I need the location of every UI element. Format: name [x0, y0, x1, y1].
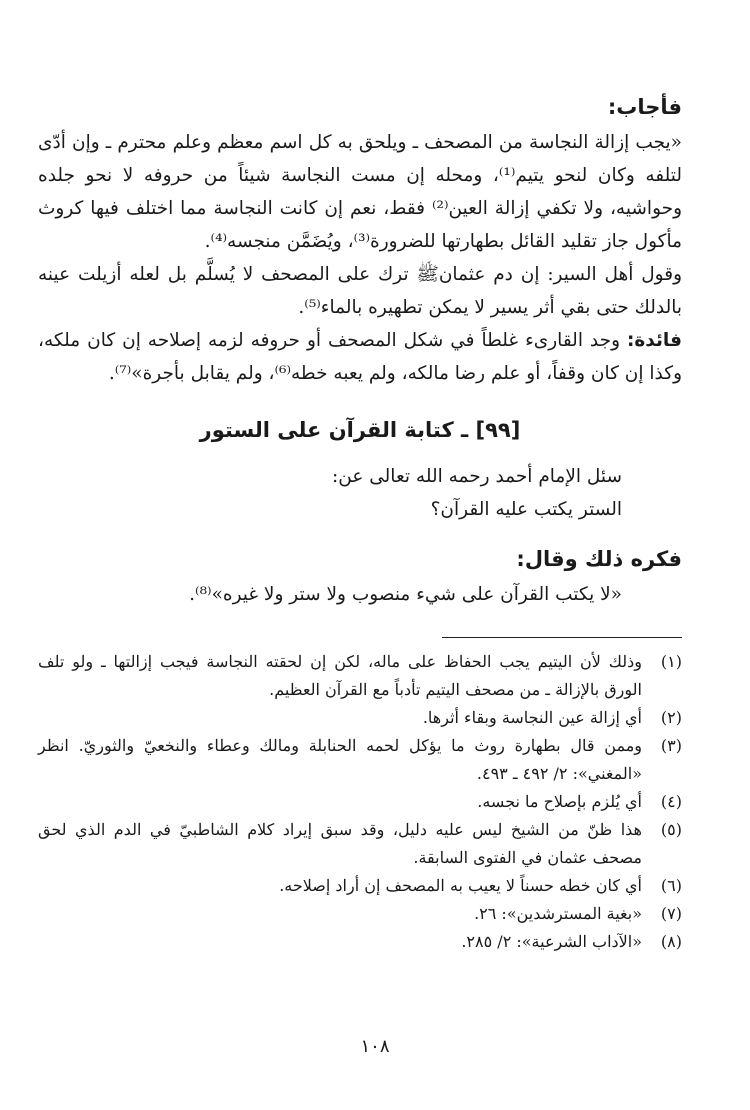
footnote-number: (١) [660, 652, 682, 671]
footnote-number: (٢) [660, 708, 682, 727]
footnote-text: وممن قال بطهارة روث ما يؤكل لحمه الحنابلة ومالك وعطاء والنخعيّ والثوريّ. انظر «المغني»: ٢/ ٤٩٢ ـ ٤٩٣. [38, 736, 642, 783]
paragraph-benefit [38, 324, 682, 390]
footnote-item [38, 648, 682, 704]
footnote-divider [442, 637, 682, 638]
footnote-item [38, 788, 682, 816]
footnote-text: وذلك لأن اليتيم يجب الحفاظ على ماله، لكن إن لحقته النجاسة فيجب إزالتها ـ ولو تلف الورق بالإزالة ـ من مصحف اليتيم تأدباً مع القرآن العظيم. [38, 652, 642, 699]
footnote-text: هذا ظنّ من الشيخ ليس عليه دليل، وقد سبق إيراد كلام الشاطبيّ في الدم الذي لحق مصحف عثمان في الفتوى السابقة. [38, 820, 642, 867]
footnote-number: (٥) [660, 820, 682, 839]
footnote-text: «بغية المسترشدين»: ٢٦. [474, 904, 642, 923]
footnotes [38, 648, 682, 956]
answer-heading: فأجاب: [607, 95, 682, 119]
footnote-number: (٦) [660, 876, 682, 895]
footnote-text: أي إزالة عين النجاسة وبقاء أثرها. [422, 708, 642, 727]
footnote-text: أي يُلزم بإصلاح ما نجسه. [477, 792, 642, 811]
question-line-1: سئل الإمام أحمد رحمه الله تعالى عن: [332, 466, 622, 487]
footnote-item [38, 900, 682, 928]
footnote-item [38, 928, 682, 956]
footnote-text: «الآداب الشرعية»: ٢/ ٢٨٥. [461, 932, 642, 951]
footnote-number: (٣) [660, 736, 682, 755]
question-block [38, 460, 682, 526]
paragraph-uthman: وقول أهل السير: إن دم عثمانﷺ ترك على المصحف لا يُسلَّم بل لعله أزيلت عينه بالدلك حتى بقي أثر يسير لا يمكن تطهيره بالماء⁽⁵⁾. [38, 264, 682, 318]
reply-quote: «لا يكتب القرآن على شيء منصوب ولا ستر ولا غيره»⁽⁸⁾. [189, 584, 622, 605]
section-title: [٩٩] ـ كتابة القرآن على الستور [199, 418, 521, 442]
footnote-number: (٤) [660, 792, 682, 811]
reply-heading: فكره ذلك وقال: [516, 547, 682, 571]
page-number: ١٠٨ [360, 1036, 390, 1057]
footnote-item [38, 872, 682, 900]
paragraph-najasa: «يجب إزالة النجاسة من المصحف ـ ويلحق به كل اسم معظم وعلم محترم ـ وإن أدّى لتلفه وكان لنحو يتيم⁽¹⁾، ومحله إن مست النجاسة شيئاً من حروفه لا نحو جلده وحواشيه، ولا تكفي إزالة العين⁽²⁾ فقط، نعم إن كانت النجاسة مما اختلف فيها كروث مأكول جاز تقليد القائل بطهارتها للضرورة⁽³⁾، ويُضَمَّن منجسه⁽⁴⁾. [38, 132, 683, 252]
footnote-item [38, 732, 682, 788]
footnote-text: أي كان خطه حسناً لا يعيب به المصحف إن أراد إصلاحه. [279, 876, 642, 895]
footnote-number: (٧) [660, 904, 682, 923]
footnote-item [38, 704, 682, 732]
benefit-label: فائدة: [626, 330, 682, 351]
benefit-text: وجد القارىء غلطاً في شكل المصحف أو حروفه لزمه إصلاحه إن كان ملكه، وكذا إن كان وقفاً، أو علم رضا مالكه، ولم يعبه خطه⁽⁶⁾، ولم يقابل بأجرة»⁽⁷⁾. [38, 330, 682, 384]
question-line-2: الستر يكتب عليه القرآن؟ [430, 499, 622, 520]
footnote-number: (٨) [660, 932, 682, 951]
footnote-item [38, 816, 682, 872]
